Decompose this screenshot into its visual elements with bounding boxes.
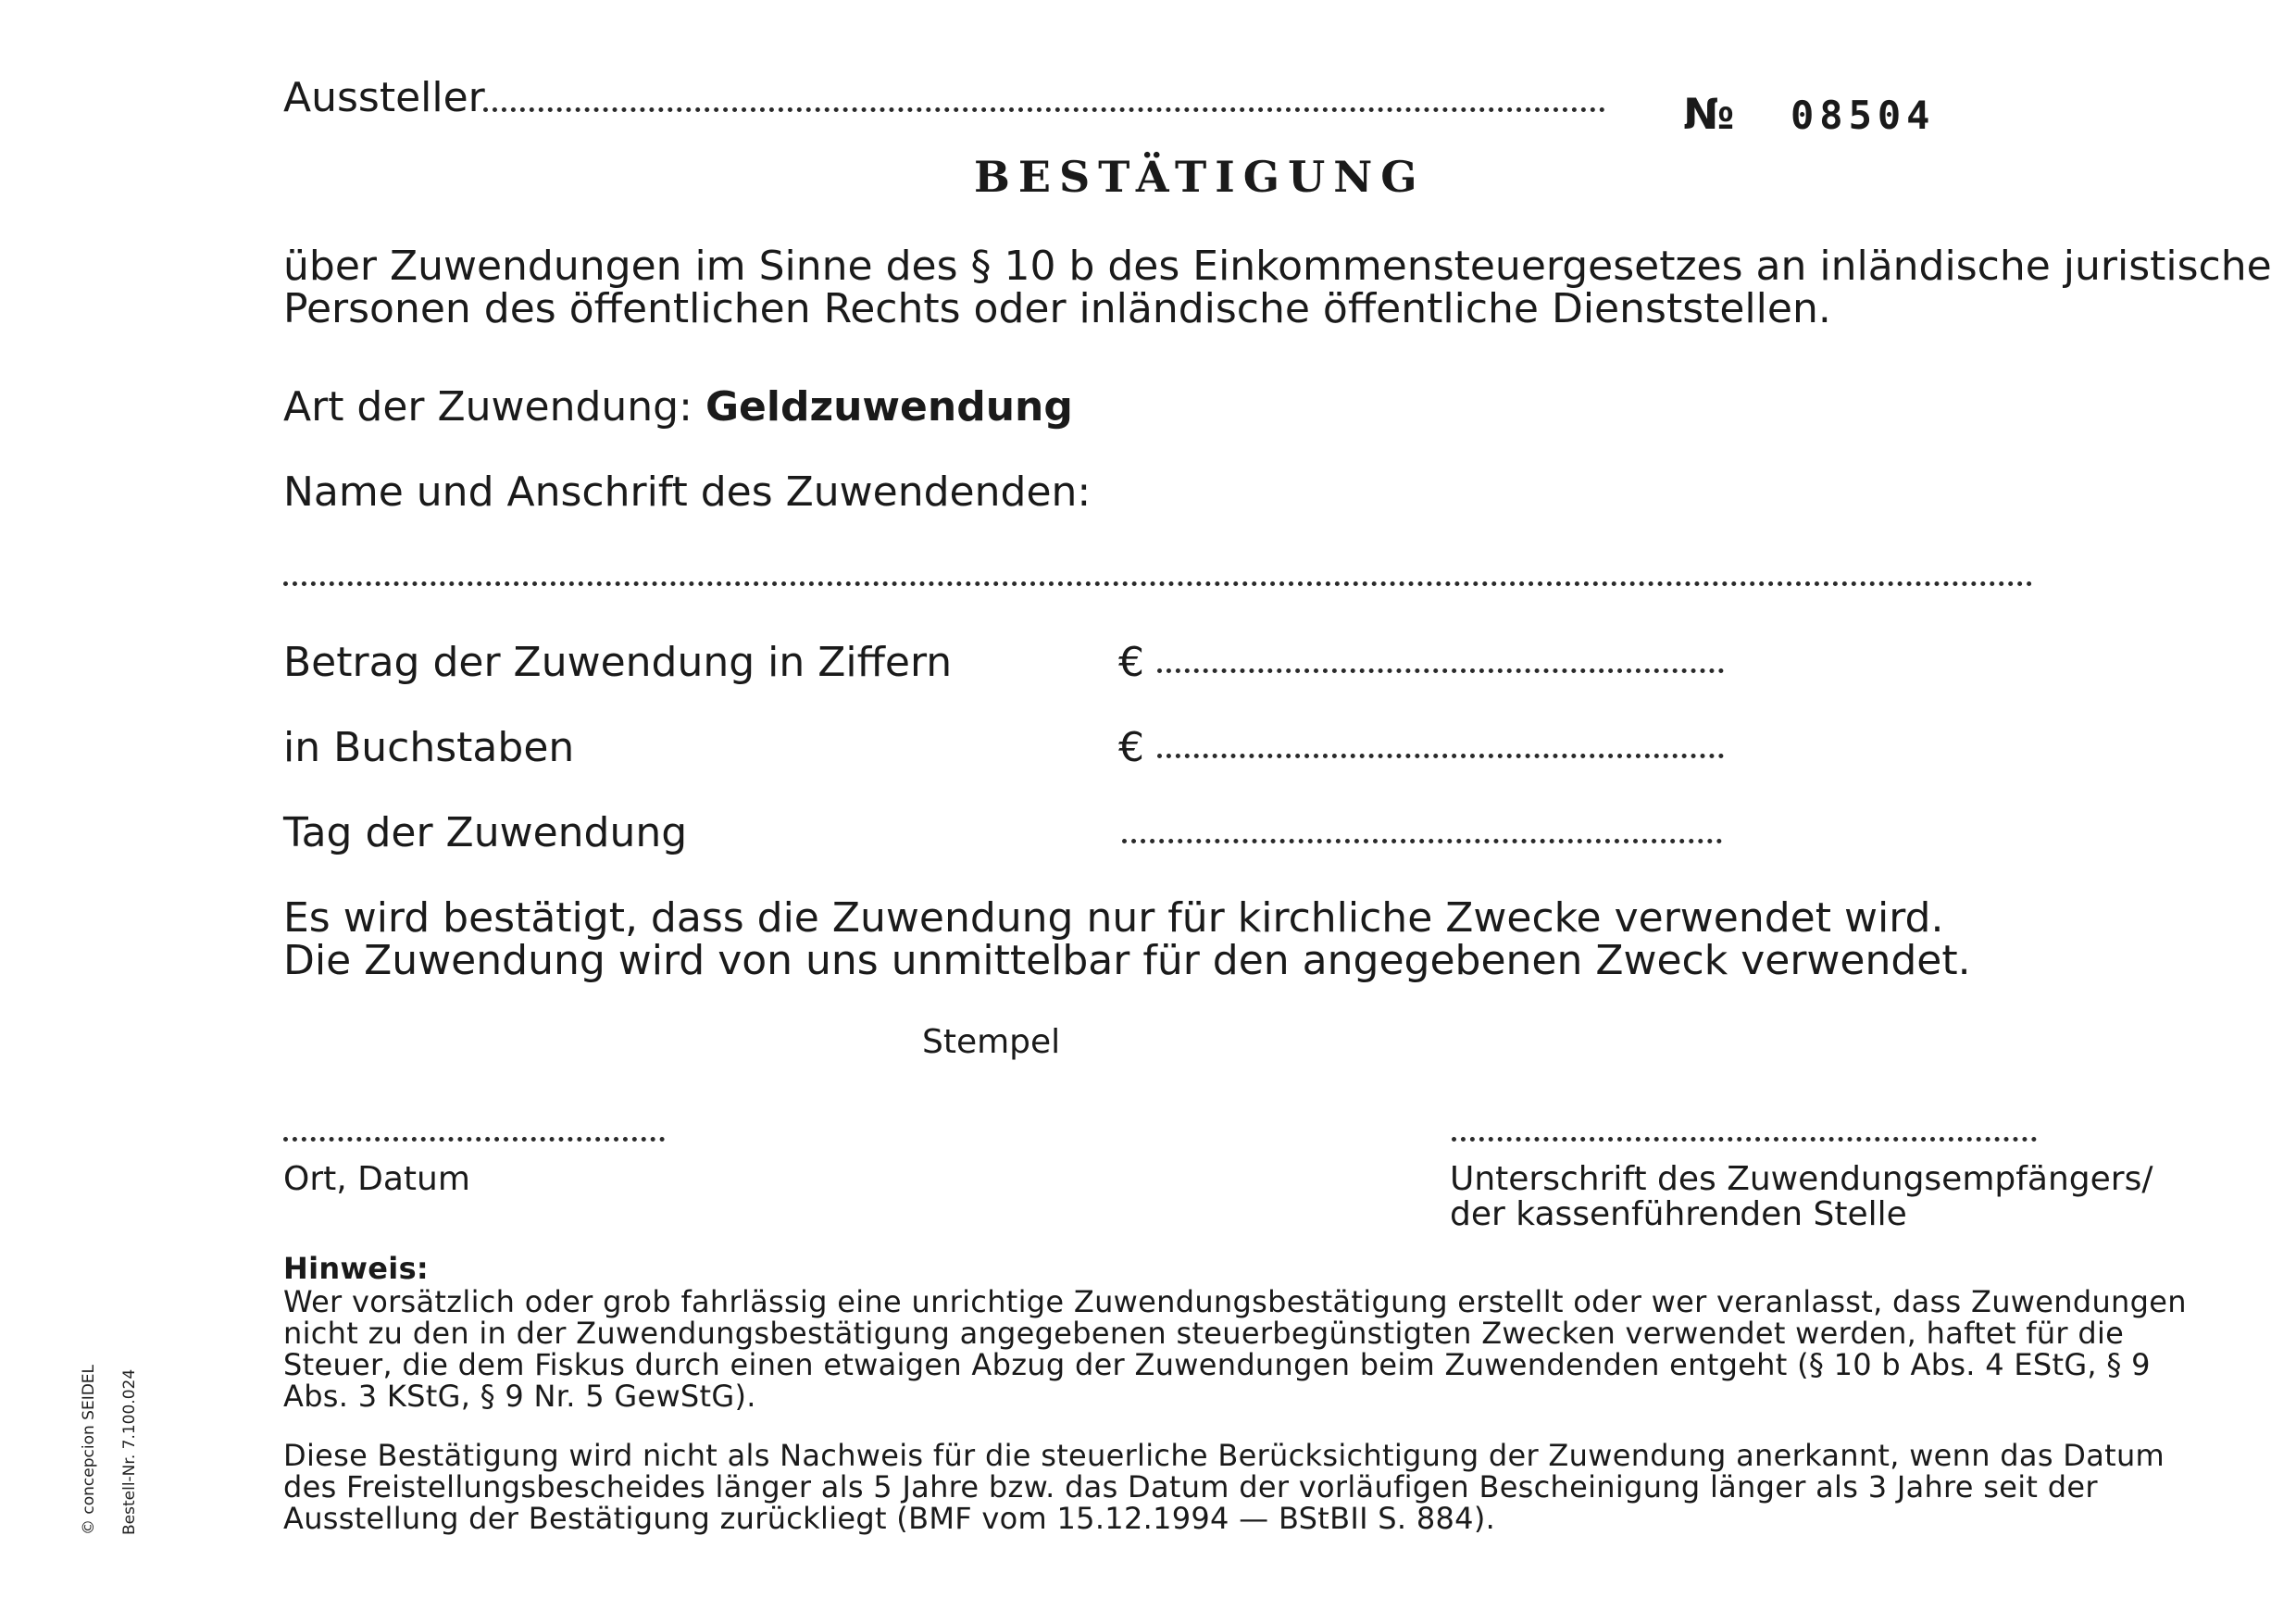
art-label	[283, 383, 1073, 431]
notice-para1-line4: Abs. 3 KStG, § 9 Nr. 5 GewStG).	[283, 1379, 756, 1414]
name-address-field[interactable]	[283, 581, 2033, 586]
document-title: BESTÄTIGUNG	[974, 152, 1426, 202]
confirmation-line-1: Es wird bestätigt, dass die Zuwendung nur für kirchliche Zwecke verwendet wird.	[283, 894, 1944, 942]
signature-label-line-1: Unterschrift des Zuwendungsempfängers/	[1450, 1160, 2153, 1198]
notice-para2-line3: Ausstellung der Bestätigung zurückliegt (BMF vom 15.12.1994 — BStBII S. 884).	[283, 1501, 1496, 1536]
name-address-label: Name und Anschrift des Zuwendenden:	[283, 468, 1092, 516]
issuer-field[interactable]	[483, 107, 1605, 112]
signature-label-line-2: der kassenführenden Stelle	[1450, 1195, 1907, 1233]
date-of-donation-label: Tag der Zuwendung	[283, 809, 688, 856]
notice-heading: Hinweis:	[283, 1251, 430, 1286]
notice-para1-line3: Steuer, die dem Fiskus durch einen etwaigen Abzug der Zuwendungen beim Zuwendenden entgeht (§ 10 b Abs. 4 EStG, § 9	[283, 1347, 2151, 1382]
art-label-text: Art der Zuwendung:	[283, 383, 693, 431]
issuer-label: Aussteller	[283, 74, 485, 121]
number-label: №	[1683, 89, 1735, 139]
document-number: 08504	[1791, 93, 1936, 138]
amount-words-field[interactable]	[1157, 754, 1724, 758]
intro-line-1: über Zuwendungen im Sinne des § 10 b des Einkommensteuergesetzes an inländische juristische	[283, 243, 2272, 290]
side-order-number: Bestell-Nr. 7.100.024	[120, 1368, 139, 1535]
amount-digits-label: Betrag der Zuwendung in Ziffern	[283, 639, 953, 686]
side-copyright: © concepcion SEIDEL	[80, 1364, 98, 1535]
place-date-label: Ort, Datum	[283, 1160, 470, 1198]
notice-para2-line1: Diese Bestätigung wird nicht als Nachweis für die steuerliche Berücksichtigung der Zuwendung anerkannt, wenn das Datum	[283, 1438, 2165, 1473]
notice-para1-line1: Wer vorsätzlich oder grob fahrlässig eine unrichtige Zuwendungsbestätigung erstellt oder wer veranlasst, dass Zuwendungen	[283, 1284, 2187, 1319]
intro-line-2: Personen des öffentlichen Rechts oder inländische öffentliche Dienststellen.	[283, 285, 1831, 332]
euro-sign-digits: €	[1118, 639, 1144, 686]
confirmation-line-2: Die Zuwendung wird von uns unmittelbar für den angegebenen Zweck verwendet.	[283, 937, 1971, 984]
stamp-label: Stempel	[922, 1023, 1061, 1061]
amount-words-label: in Buchstaben	[283, 724, 575, 771]
signature-field[interactable]	[1452, 1137, 2037, 1142]
euro-sign-words: €	[1118, 724, 1144, 771]
notice-para1-line2: nicht zu den in der Zuwendungsbestätigung angegebenen steuerbegünstigten Zwecken verwendet werden, haftet für die	[283, 1316, 2125, 1351]
art-value: Geldzuwendung	[705, 383, 1073, 431]
place-date-field[interactable]	[283, 1137, 665, 1142]
amount-digits-field[interactable]	[1157, 668, 1724, 673]
date-of-donation-field[interactable]	[1122, 839, 1722, 843]
notice-para2-line2: des Freistellungsbescheides länger als 5 Jahre bzw. das Datum der vorläufigen Bescheinigung länger als 3 Jahre seit der	[283, 1469, 2098, 1504]
